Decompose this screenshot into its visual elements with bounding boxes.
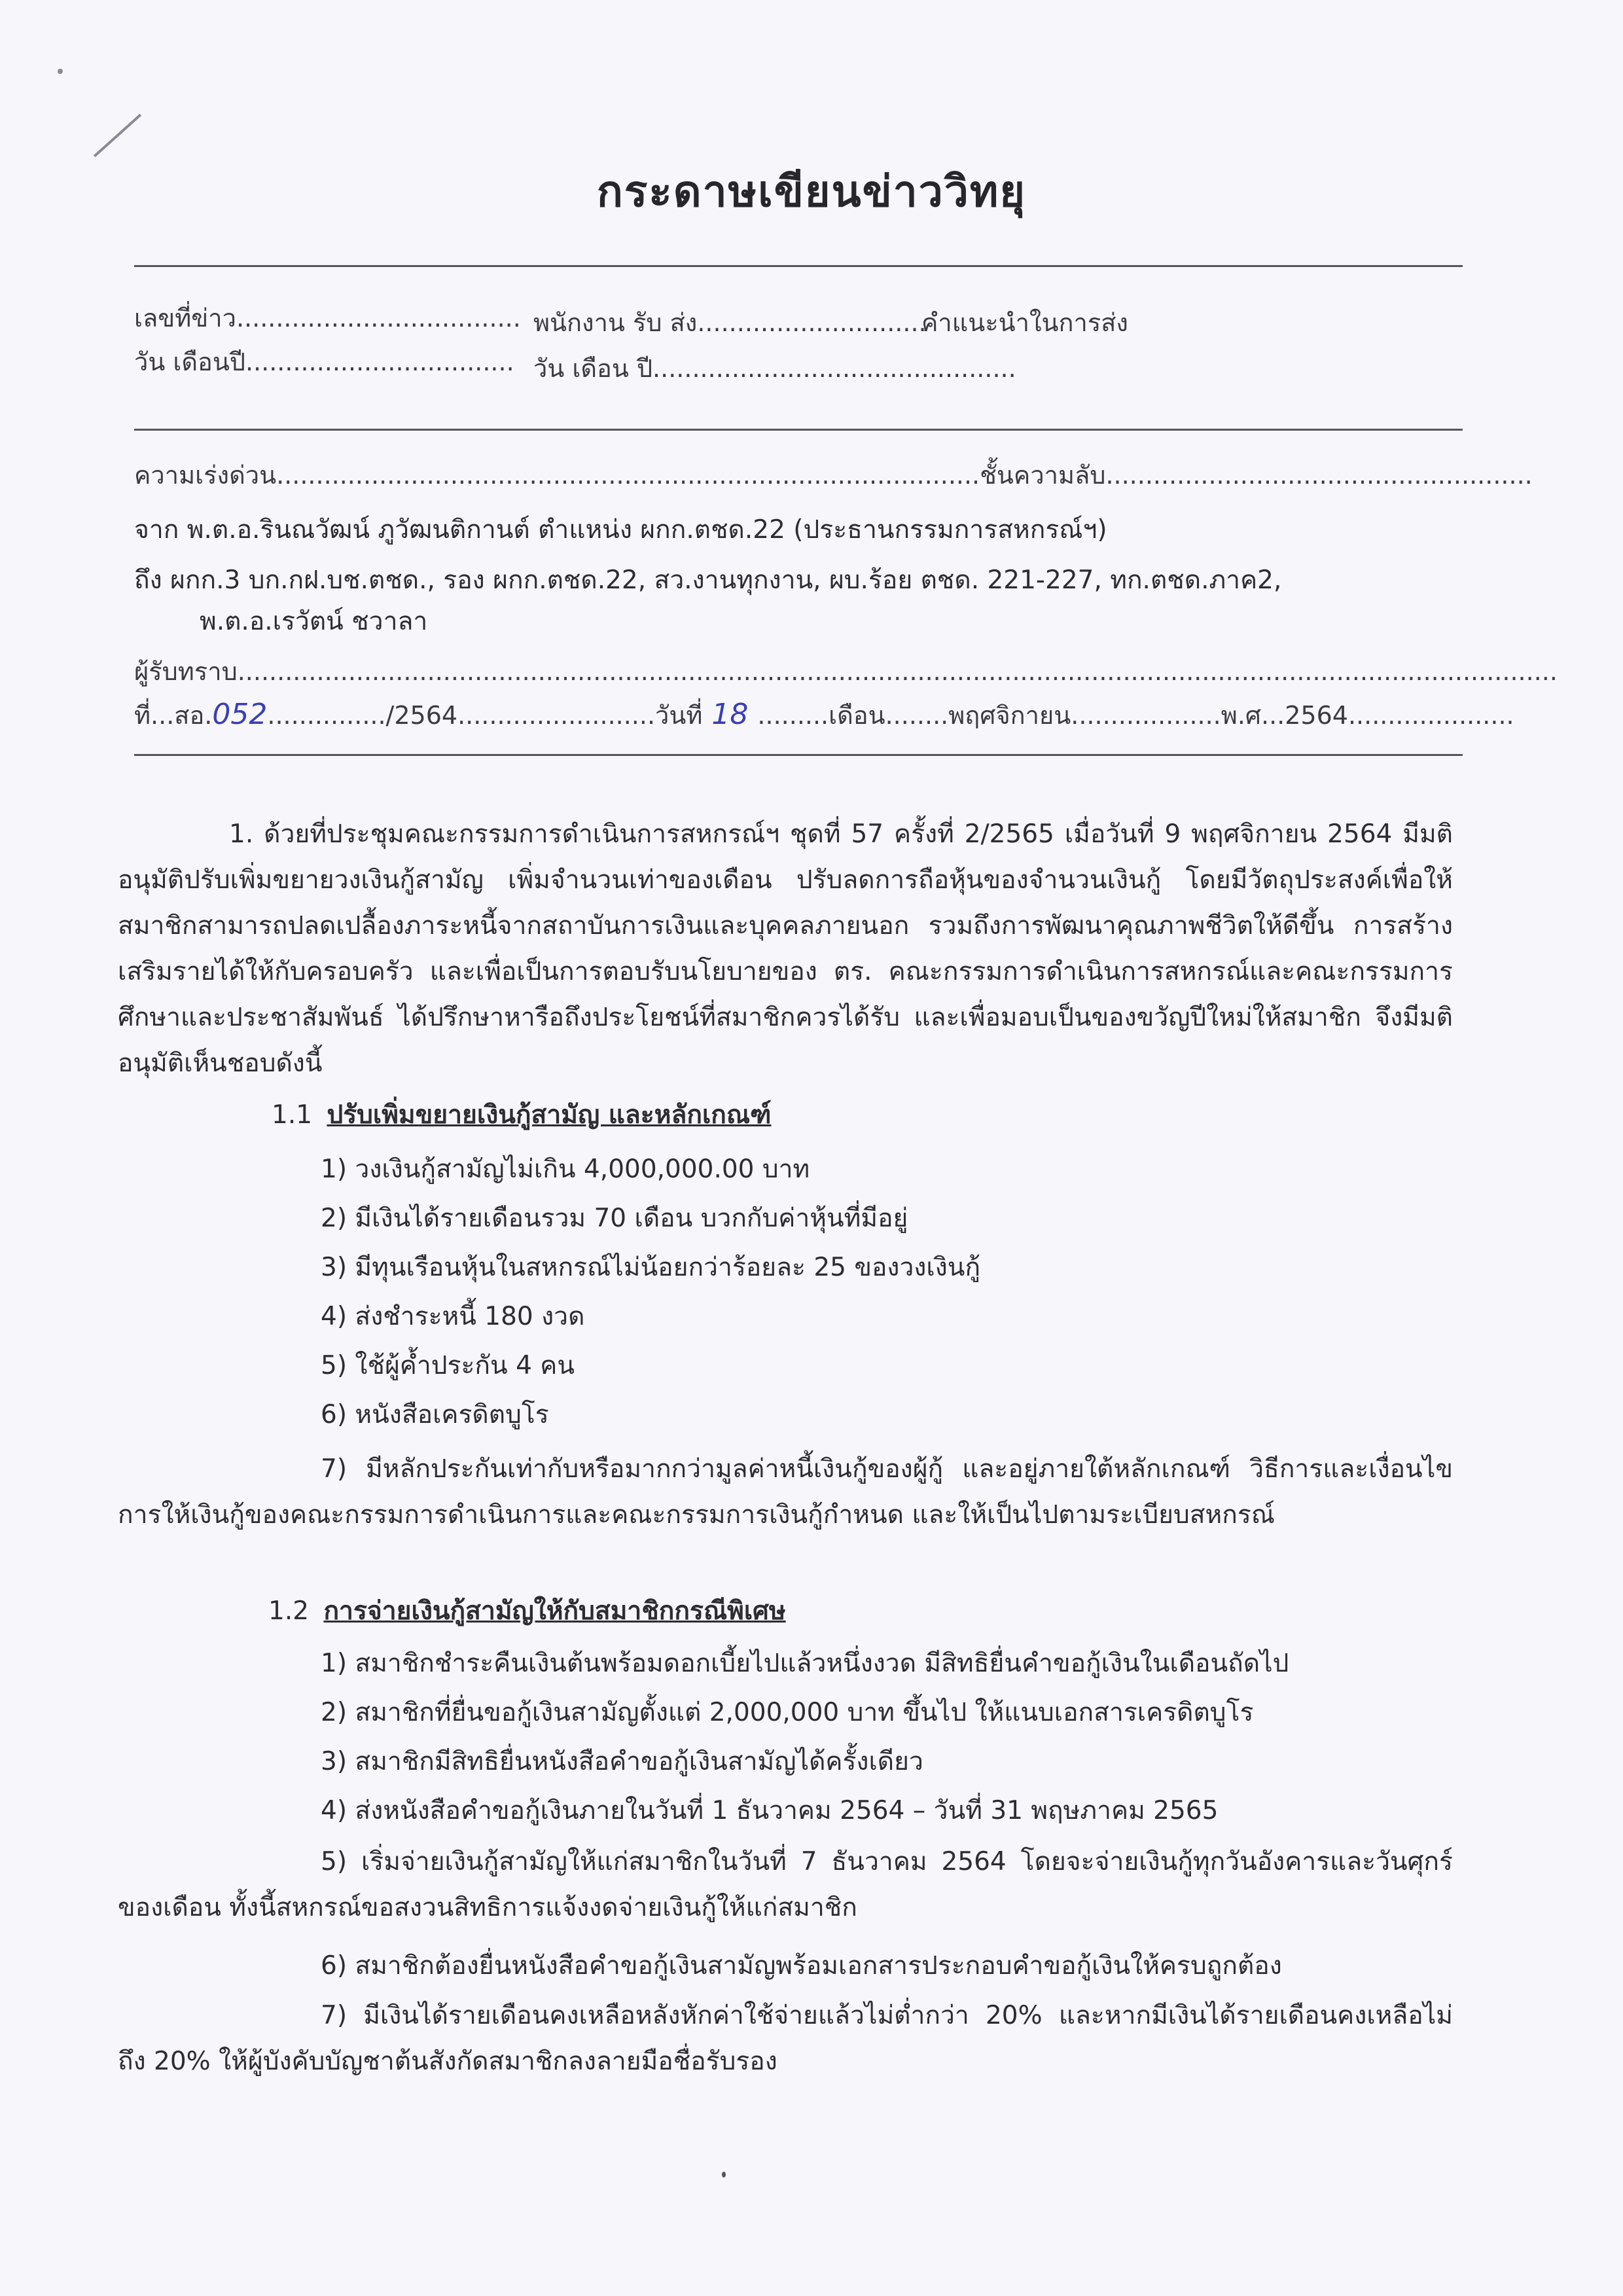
section-1-1-item-7: 7) มีหลักประกันเท่ากับหรือมากกว่ามูลค่าหนี้เงินกู้ของผู้กู้ และอยู่ภายใต้หลักเกณฑ์ วิธีการและเงื่อนไข การให้เงินกู้ของคณะกรรมการดำเนินการและคณะกรรมการเงินกู้กำหนด และให้เป็นไปตามระเบียบสหกรณ์ <box>118 1454 1453 1530</box>
section-1-2-heading <box>268 1590 786 1631</box>
section-title: การจ่ายเงินกู้สามัญให้กับสมาชิกกรณีพิเศษ <box>323 1596 786 1626</box>
staple-mark <box>94 114 141 158</box>
ref-end: .........เดือน........พฤศจิกายน...................พ.ศ...2564..................... <box>757 701 1514 730</box>
reference-line <box>134 695 1514 735</box>
section-1-1-heading <box>272 1094 771 1135</box>
scan-speck <box>722 2172 726 2178</box>
from-line: จาก พ.ต.อ.รินณวัฒน์ ภูวัฒนติกานต์ ตำแหน่ง ผกก.ตชด.22 (ประธานกรรมการสหกรณ์ฯ) <box>134 515 1107 545</box>
divider <box>134 429 1463 431</box>
divider <box>134 265 1463 267</box>
section-1-1-item: 5) ใช้ผู้ค้ำประกัน 4 คน <box>321 1351 575 1380</box>
section-1-2-item-5: 5) เริ่มจ่ายเงินกู้สามัญให้แก่สมาชิกในวันที่ 7 ธันวาคม 2564 โดยจะจ่ายเงินกู้ทุกวันอังคารและวันศุกร์ของเดือน ทั้งนี้สหกรณ์ขอสงวนสิทธิการแจ้งงดจ่ายเงินกู้ให้แก่สมาชิก <box>118 1847 1453 1922</box>
section-1-1-item: 4) ส่งชำระหนี้ 180 งวด <box>321 1302 585 1331</box>
section-1-1-item: 3) มีทุนเรือนหุ้นในสหกรณ์ไม่น้อยกว่าร้อยละ 25 ของวงเงินกู้ <box>321 1253 981 1282</box>
cc-field: ผู้รับทราบ....................................................................................................................................................................... <box>134 657 1558 686</box>
date-field-2: วัน เดือน ปี.............................................. <box>533 354 1016 383</box>
message-number-field: เลขที่ข่าว.................................... <box>134 304 521 332</box>
sending-advice-label: คำแนะนำในการส่ง <box>921 308 1128 337</box>
section-1-1-item: 2) มีเงินได้รายเดือนรวม 70 เดือน บวกกับค่าหุ้นที่มีอยู่ <box>321 1204 908 1233</box>
section-1-2-item: 4) ส่งหนังสือคำขอกู้เงินภายในวันที่ 1 ธันวาคม 2564 – วันที่ 31 พฤษภาคม 2565 <box>321 1796 1219 1825</box>
document-title: กระดาษเขียนข่าววิทยุ <box>596 166 1027 217</box>
section-1-2-item: 6) สมาชิกต้องยื่นหนังสือคำขอกู้เงินสามัญพร้อมเอกสารประกอบคำขอกู้เงินให้ครบถูกต้อง <box>321 1951 1282 1981</box>
section-1-2-item: 1) สมาชิกชำระคืนเงินต้นพร้อมดอกเบี้ยไปแล้วหนึ่งงวด มีสิทธิยื่นคำขอกู้เงินในเดือนถัดไป <box>321 1649 1289 1678</box>
date-field-1: วัน เดือนปี.................................. <box>134 348 514 376</box>
ref-prefix: ที่...สอ. <box>134 701 213 730</box>
section-number: 1.1 <box>272 1100 313 1130</box>
to-line: ถึง ผกก.3 บก.กฝ.บช.ตชด., รอง ผกก.ตชด.22, สว.งานทุกงาน, ผบ.ร้อย ตชด. 221-227, ทก.ตชด.ภาค2, <box>134 565 1282 595</box>
to-line-2: พ.ต.อ.เรวัตน์ ชวาลา <box>200 607 428 636</box>
day-handwritten: 18 <box>711 698 749 731</box>
punch-dot <box>58 69 63 74</box>
body-paragraph-1: 1. ด้วยที่ประชุมคณะกรรมการดำเนินการสหกรณ์ฯ ชุดที่ 57 ครั้งที่ 2/2565 เมื่อวันที่ 9 พฤศจิกายน 2564 มีมติอนุมัติปรับเพิ่มขยายวงเงินกู้สามัญ เพิ่มจำนวนเท่าของเดือน ปรับลดการถือหุ้นของจำนวนเงินกู้ โดยมีวัตถุประสงค์เพื่อให้สมาชิกสามารถปลดเปลื้องภาระหนี้จากสถาบันการเงินและบุคคลภายนอก รวมถึงการพัฒนาคุณภาพชีวิตให้ดีขึ้น การสร้างเสริมรายได้ให้กับครอบครัว และเพื่อเป็นการตอบรับนโยบายของ ตร. คณะกรรมการดำเนินการสหกรณ์และคณะกรรมการศึกษาและประชาสัมพันธ์ ได้ปรึกษาหารือถึงประโยชน์ที่สมาชิกควรได้รับ และเพื่อมอบเป็นของขวัญปีใหม่ให้สมาชิก จึงมีมติอนุมัติเห็นชอบดังนี้ <box>118 819 1453 1078</box>
section-1-1-item: 1) วงเงินกู้สามัญไม่เกิน 4,000,000.00 บาท <box>321 1155 810 1184</box>
operator-field: พนักงาน รับ ส่ง............................. <box>533 308 927 337</box>
ref-middle: .............../2564.........................วันที่ <box>267 701 703 730</box>
section-1-2-item: 3) สมาชิกมีสิทธิยื่นหนังสือคำขอกู้เงินสามัญได้ครั้งเดียว <box>321 1747 923 1776</box>
ref-number-handwritten: 052 <box>212 698 268 731</box>
section-title: ปรับเพิ่มขยายเงินกู้สามัญ และหลักเกณฑ์ <box>327 1100 772 1130</box>
section-1-1-item: 6) หนังสือเครดิตบูโร <box>321 1400 549 1429</box>
section-number: 1.2 <box>268 1596 310 1626</box>
section-1-2-item: 2) สมาชิกที่ยื่นขอกู้เงินสามัญตั้งแต่ 2,000,000 บาท ขึ้นไป ให้แนบเอกสารเครดิตบูโร <box>321 1698 1254 1727</box>
divider <box>134 754 1463 756</box>
urgency-field: ความเร่งด่วน.........................................................................................ชั้นความลับ...................................................... <box>134 461 1533 490</box>
section-1-2-item-7: 7) มีเงินได้รายเดือนคงเหลือหลังหักค่าใช้จ่ายแล้วไม่ต่ำกว่า 20% และหากมีเงินได้รายเดือนคงเหลือไม่ถึง 20% ให้ผู้บังคับบัญชาต้นสังกัดสมาชิกลงลายมือชื่อรับรอง <box>118 2001 1453 2076</box>
